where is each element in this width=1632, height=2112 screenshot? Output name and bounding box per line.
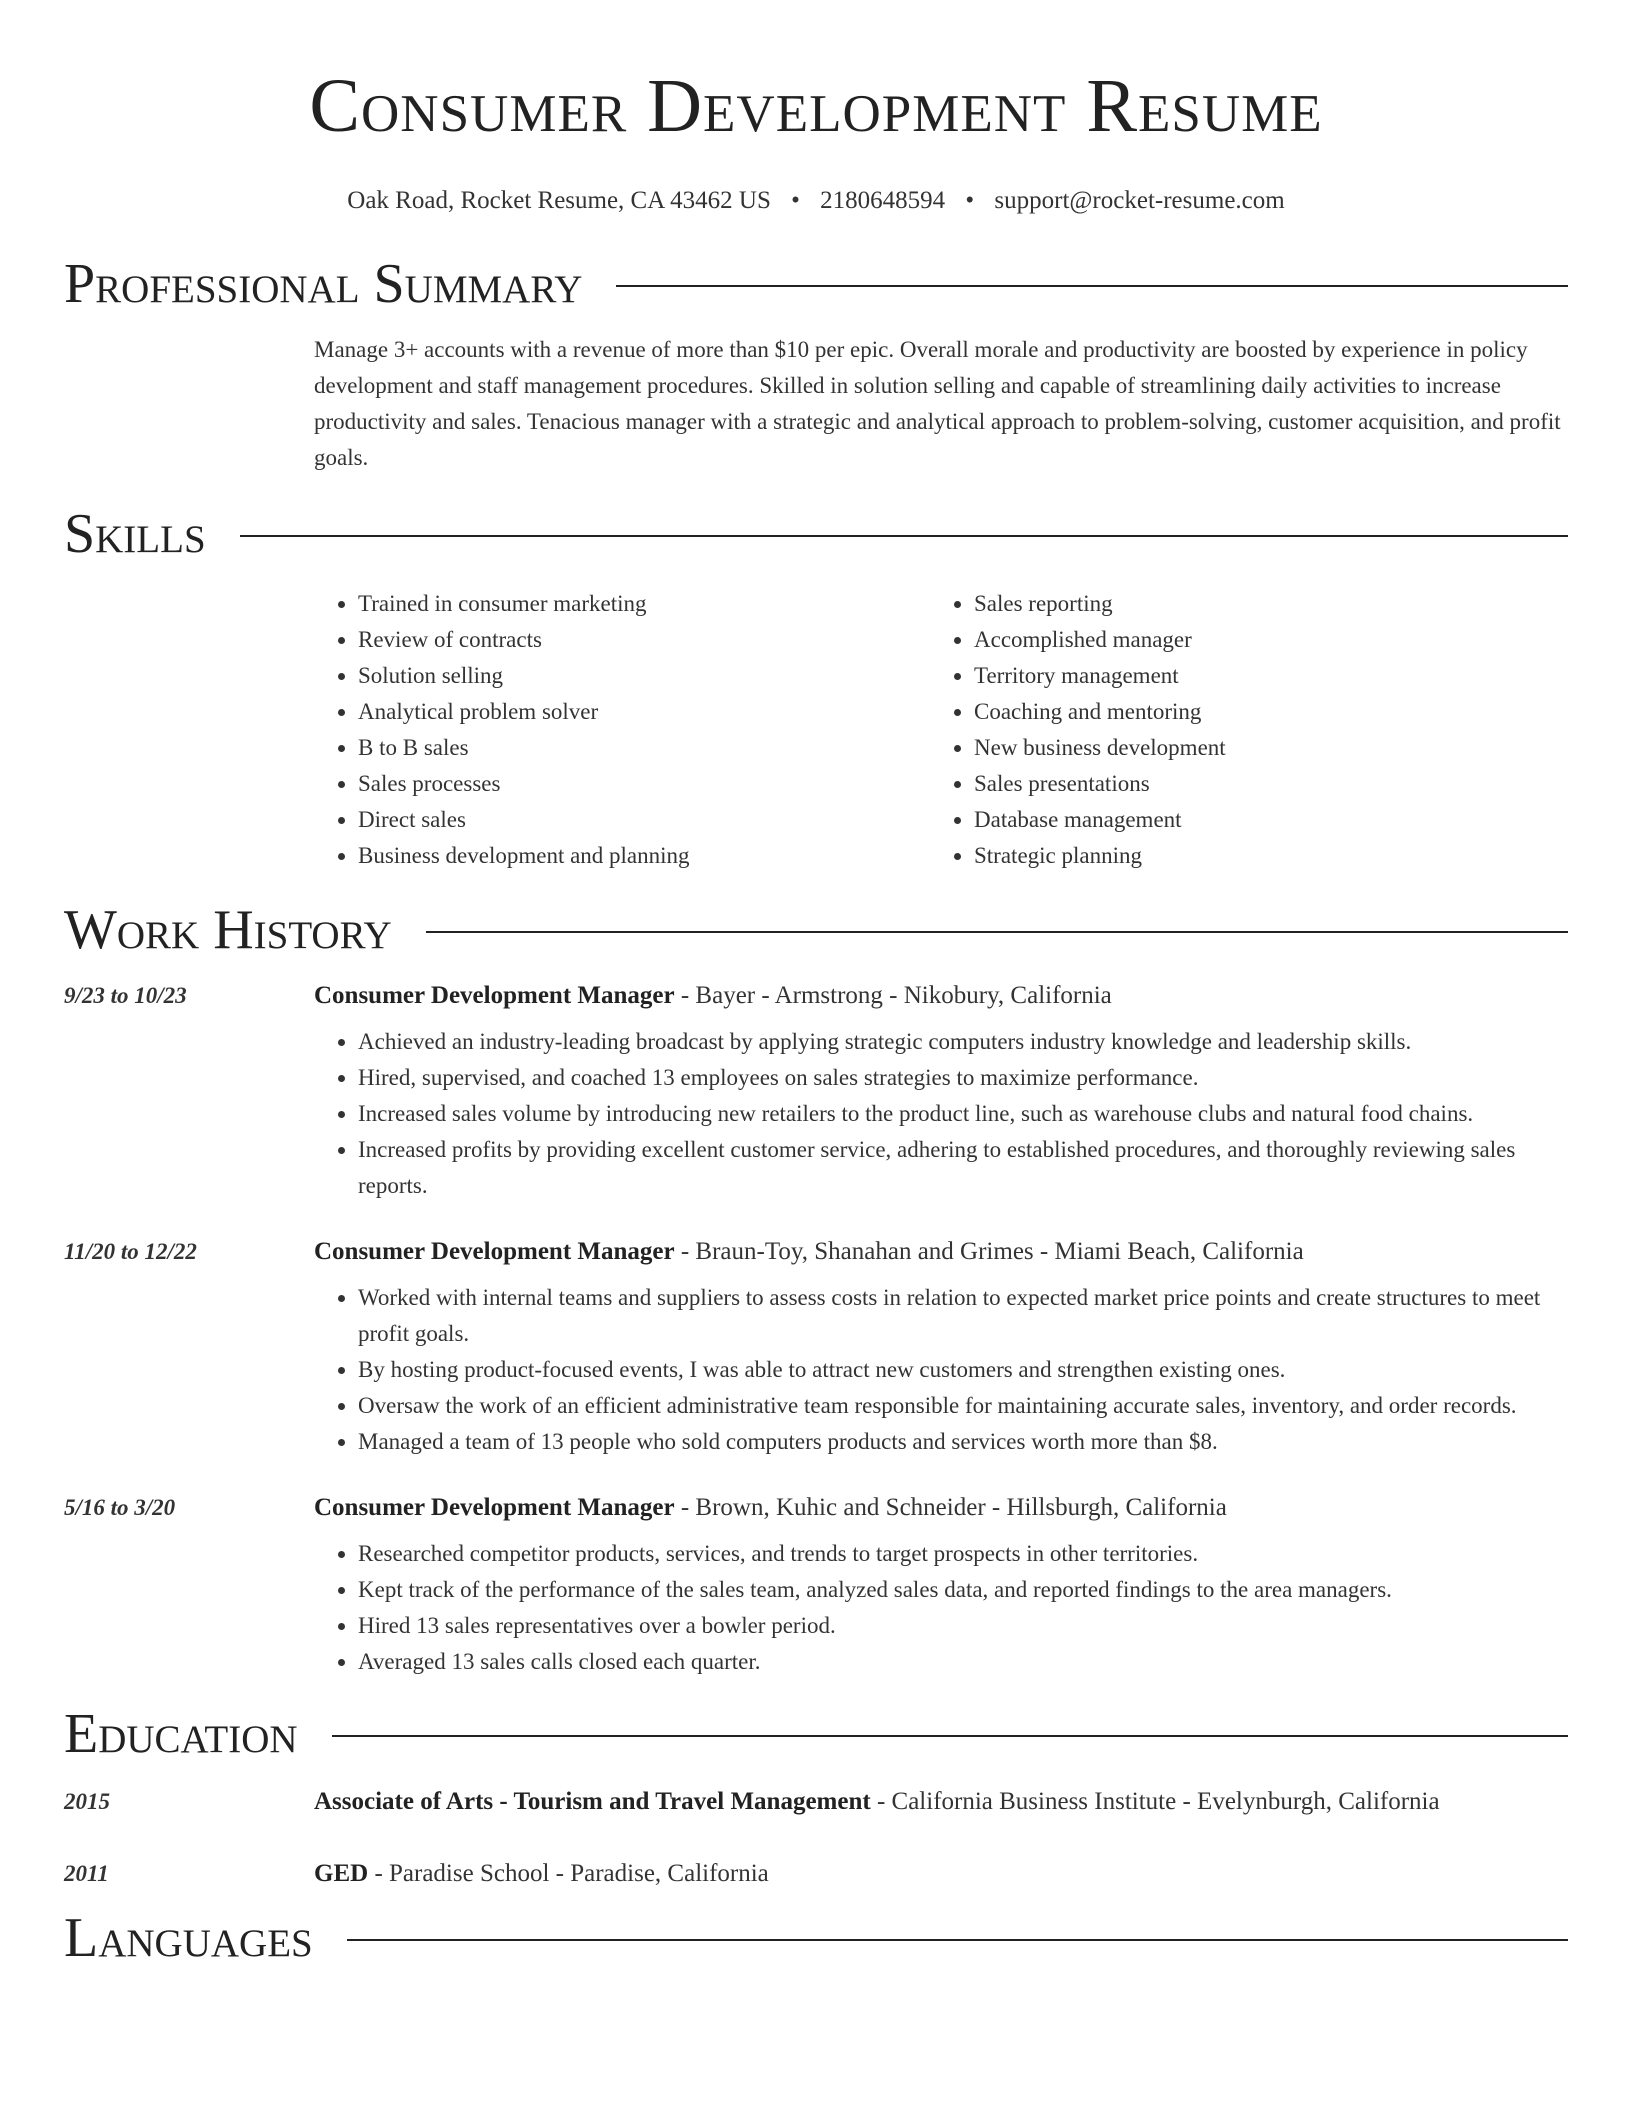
section-divider [240,535,1568,537]
summary-text: Manage 3+ accounts with a revenue of more than $10 per epic. Overall morale and productivity are boosted by experience in policy development and staff management procedures. Skilled in solution selling and capable of streamlining daily activities to increase productivity and sales. Tenacious manager with a strategic and analytical approach to problem-solving, customer acquisition, and profit goals. [314,337,1561,470]
job-details: - Brown, Kuhic and Schneider - Hillsburgh, California [674,1494,1227,1521]
work-section-header [64,898,1568,962]
skill-item: • Territory management [974,658,1546,694]
job-role: Consumer Development Manager [314,1238,675,1265]
job-bullet: • Kept track of the performance of the sales team, analyzed sales data, and reported findings to the area managers. [358,1572,1568,1608]
job-bullets [314,1536,1568,1680]
job-bullets [314,1024,1568,1204]
contact-line [64,186,1568,216]
skills-list [314,586,1568,874]
job-header [64,1238,1568,1266]
skill-item: • Review of contracts [358,622,930,658]
skill-item: • Coaching and mentoring [974,694,1546,730]
job-role: Consumer Development Manager [314,1494,675,1521]
skill-item: • Business development and planning [358,838,930,874]
education-title [314,1788,1440,1816]
job-bullet: • Worked with internal teams and suppliers to assess costs in relation to expected market price points and create structures to meet profit goals. [358,1280,1568,1352]
job-bullet: • Hired, supervised, and coached 13 employees on sales strategies to maximize performance. [358,1060,1568,1096]
job-entry [64,982,1568,1204]
job-bullet: • Hired 13 sales representatives over a bowler period. [358,1608,1568,1644]
skills-column-right [930,586,1546,874]
skill-item: • B to B sales [358,730,930,766]
resume-title: Consumer Development Resume [309,64,1323,148]
job-bullet: • Oversaw the work of an efficient administrative team responsible for maintaining accurate sales, inventory, and order records. [358,1388,1568,1424]
skills-heading: Skills [64,503,206,565]
summary-section-header [64,252,1568,316]
education-entry [64,1860,1568,1888]
job-header [64,1494,1568,1522]
contact-separator: • [791,187,800,214]
summary-heading: Professional Summary [64,253,583,315]
job-dates: 11/20 to 12/22 [64,1239,197,1264]
skill-item: • Direct sales [358,802,930,838]
address: Oak Road, Rocket Resume, CA 43462 US [347,187,771,214]
contact-separator: • [965,187,975,214]
languages-section-header [64,1906,1568,1970]
skill-item: • Strategic planning [974,838,1546,874]
job-title [314,1494,1227,1522]
job-entry [64,1494,1568,1680]
section-divider [347,1939,1568,1941]
skill-item: • Trained in consumer marketing [358,586,930,622]
job-title [314,982,1112,1010]
skill-item: • Sales presentations [974,766,1546,802]
education-details: - California Business Institute - Evelynburgh, California [870,1788,1440,1815]
job-bullet: • Increased profits by providing excellent customer service, adhering to established procedures, and thoroughly reviewing sales reports. [358,1132,1568,1204]
job-header [64,982,1568,1010]
skill-item: • Sales processes [358,766,930,802]
languages-heading: Languages [64,1907,313,1969]
section-divider [332,1735,1568,1737]
section-divider [426,931,1568,933]
job-bullet: • Researched competitor products, services, and trends to target prospects in other territories. [358,1536,1568,1572]
skill-item: • New business development [974,730,1546,766]
job-title [314,1238,1304,1266]
skills-column-left [314,586,930,874]
job-dates: 9/23 to 10/23 [64,983,187,1008]
education-year: 2011 [64,1861,109,1886]
skill-item: • Sales reporting [974,586,1546,622]
job-dates: 5/16 to 3/20 [64,1495,176,1520]
skill-item: • Database management [974,802,1546,838]
skill-item: • Solution selling [358,658,930,694]
email: support@rocket-resume.com [994,187,1285,214]
work-heading: Work History [64,899,392,961]
phone: 2180648594 [820,187,946,214]
job-entry [64,1238,1568,1460]
education-year: 2015 [64,1789,110,1814]
job-bullet: • Averaged 13 sales calls closed each quarter. [358,1644,1568,1680]
skills-section-header [64,502,1568,566]
education-heading: Education [64,1703,298,1765]
skill-item: • Accomplished manager [974,622,1546,658]
education-degree: GED [314,1860,369,1887]
job-bullet: • Achieved an industry-leading broadcast by applying strategic computers industry knowledge and leadership skills. [358,1024,1568,1060]
job-bullet: • Increased sales volume by introducing new retailers to the product line, such as warehouse clubs and natural food chains. [358,1096,1568,1132]
education-details: - Paradise School - Paradise, California [368,1860,769,1887]
job-details: - Braun-Toy, Shanahan and Grimes - Miami Beach, California [674,1238,1304,1265]
education-degree: Associate of Arts - Tourism and Travel Management [314,1788,871,1815]
job-details: - Bayer - Armstrong - Nikobury, California [674,982,1112,1009]
job-bullets [314,1280,1568,1460]
job-role: Consumer Development Manager [314,982,675,1009]
education-title [314,1860,769,1888]
education-section-header [64,1702,1568,1766]
job-bullet: • Managed a team of 13 people who sold computers products and services worth more than $8. [358,1424,1568,1460]
education-entry [64,1788,1568,1816]
summary-section [314,332,1568,476]
job-bullet: • By hosting product-focused events, I was able to attract new customers and strengthen existing ones. [358,1352,1568,1388]
section-divider [616,285,1568,287]
skill-item: • Analytical problem solver [358,694,930,730]
